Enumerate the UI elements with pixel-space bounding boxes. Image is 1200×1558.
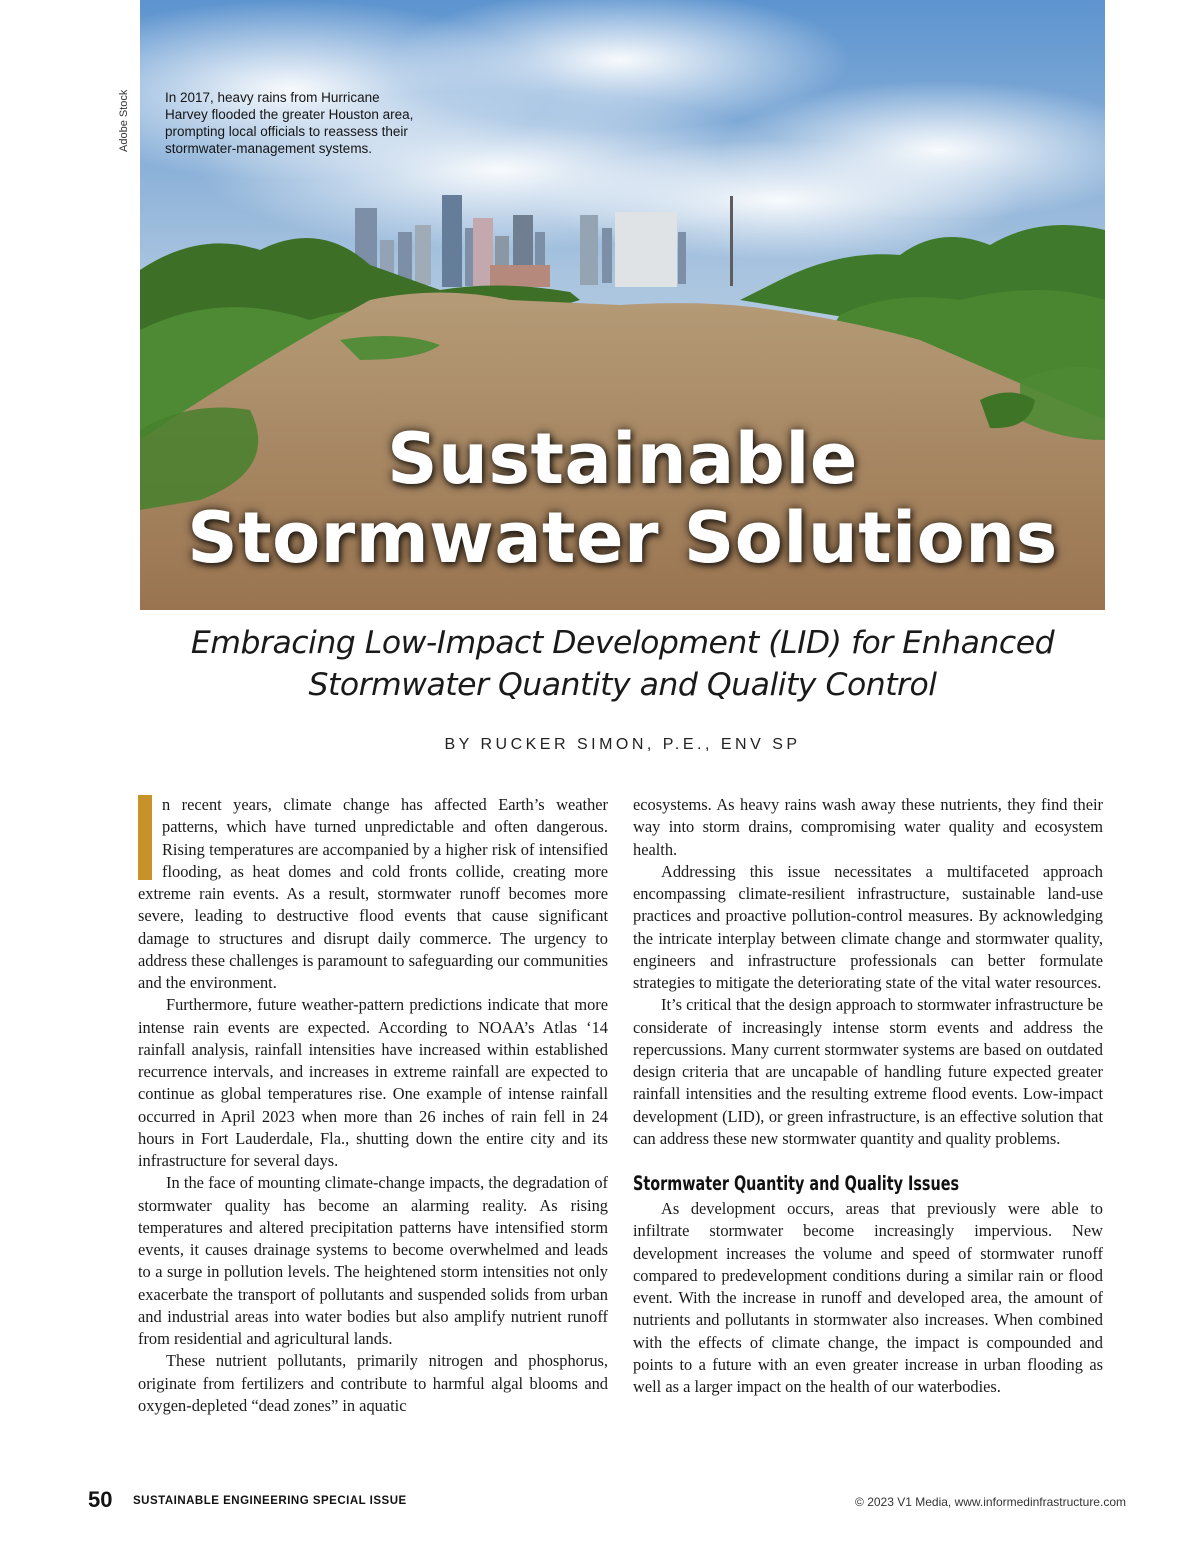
article-subtitle <box>150 622 1095 706</box>
section-heading: Stormwater Quantity and Quality Issues <box>633 1172 960 1195</box>
body-column-left <box>138 794 608 1417</box>
photo-credit: Adobe Stock <box>118 89 130 152</box>
body-paragraph: These nutrient pollutants, primarily nitrogen and phosphorus, originate from fertilizers and contribute to harmful algal blooms and oxygen-depleted “dead zones” in aquatic <box>138 1351 608 1415</box>
byline: BY RUCKER SIMON, P.E., ENV SP <box>444 736 801 753</box>
body-paragraph: Addressing this issue necessitates a multifaceted approach encompassing climate-resilient infrastructure, sustainable land-use practices and proactive pollution-control measures. By acknowledging the intricate interplay between climate change and stormwater quality, engineers and infrastructure professionals can better formulate strategies to mitigate the deteriorating state of the vital water resources. <box>633 861 1103 992</box>
body-paragraph: As development occurs, areas that previously were able to infiltrate stormwater become increasingly impervious. New development increases the volume and speed of stormwater runoff compared to predevelopment conditions during a similar rain or flood event. With the increase in runoff and developed area, the amount of nutrients and pollutants in stormwater also increases. When combined with the effects of climate change, the impact is compounded and points to a future with an even greater increase in urban flooding as well as a larger impact on the health of our waterbodies. <box>633 1199 1103 1396</box>
page-footer <box>0 1487 1200 1520</box>
subtitle-line-2: Stormwater Quantity and Quality Control <box>308 667 937 703</box>
body-paragraph: ecosystems. As heavy rains wash away these nutrients, they find their way into storm drains, compromising water quality and ecosystem health. <box>633 795 1103 859</box>
title-line-2: Stormwater Solutions <box>187 497 1058 579</box>
copyright-notice: © 2023 V1 Media, www.informedinfrastructure.com <box>855 1495 1126 1509</box>
title-line-1: Sustainable <box>387 418 858 500</box>
publication-name: SUSTAINABLE ENGINEERING SPECIAL ISSUE <box>133 1495 407 1507</box>
image-caption: In 2017, heavy rains from Hurricane Harvey flooded the greater Houston area, prompting local officials to reassess their stormwater-management systems. <box>165 90 414 156</box>
page-number: 50 <box>88 1487 113 1512</box>
drop-cap-bar <box>138 795 152 880</box>
article-title <box>140 420 1105 578</box>
body-paragraph: It’s critical that the design approach to stormwater infrastructure be considerate of increasingly intense storm events and address the repercussions. Many current stormwater systems are based on outdated design criteria that are uncapable of handling future expected greater rainfall intensities and the resulting extreme flood events. Low-impact development (LID), or green infrastructure, is an effective solution that can address these new stormwater quantity and quality problems. <box>633 995 1103 1148</box>
body-paragraph: In the face of mounting climate-change impacts, the degradation of stormwater quality has become an alarming reality. As rising temperatures and altered precipitation patterns have intensified storm events, it causes drainage systems to become overwhelmed and leads to a surge in pollution levels. The heightened storm intensities not only exacerbate the transport of pollutants and suspended solids from urban and industrial areas into water bodies but also amplify nutrient runoff from residential and agricultural lands. <box>138 1173 608 1348</box>
paragraph-text: n recent years, climate change has affected Earth’s weather patterns, which have turned unpredictable and often dangerous. Rising temperatures are accompanied by a higher risk of intensified flooding, as heat domes and cold fronts collide, creating more extreme rain events. As a result, stormwater runoff becomes more severe, leading to destructive flood events that cause significant damage to structures and disrupt daily commerce. The urgency to address these challenges is paramount to safeguarding our communities and the environment. <box>138 795 608 992</box>
body-paragraph <box>138 794 608 994</box>
body-paragraph: Furthermore, future weather-pattern predictions indicate that more intense rain events are expected. According to NOAA’s Atlas ‘14 rainfall analysis, rainfall intensities have increased within established recurrence intervals, and increases in extreme rainfall are expected to continue as global temperatures rise. One example of intense rainfall occurred in April 2023 when more than 26 inches of rain fell in 24 hours in Fort Lauderdale, Fla., shutting down the entire city and its infrastructure for several days. <box>138 995 608 1170</box>
body-column-right <box>633 794 1103 1398</box>
subtitle-line-1: Embracing Low-Impact Development (LID) for Enhanced <box>190 625 1055 661</box>
